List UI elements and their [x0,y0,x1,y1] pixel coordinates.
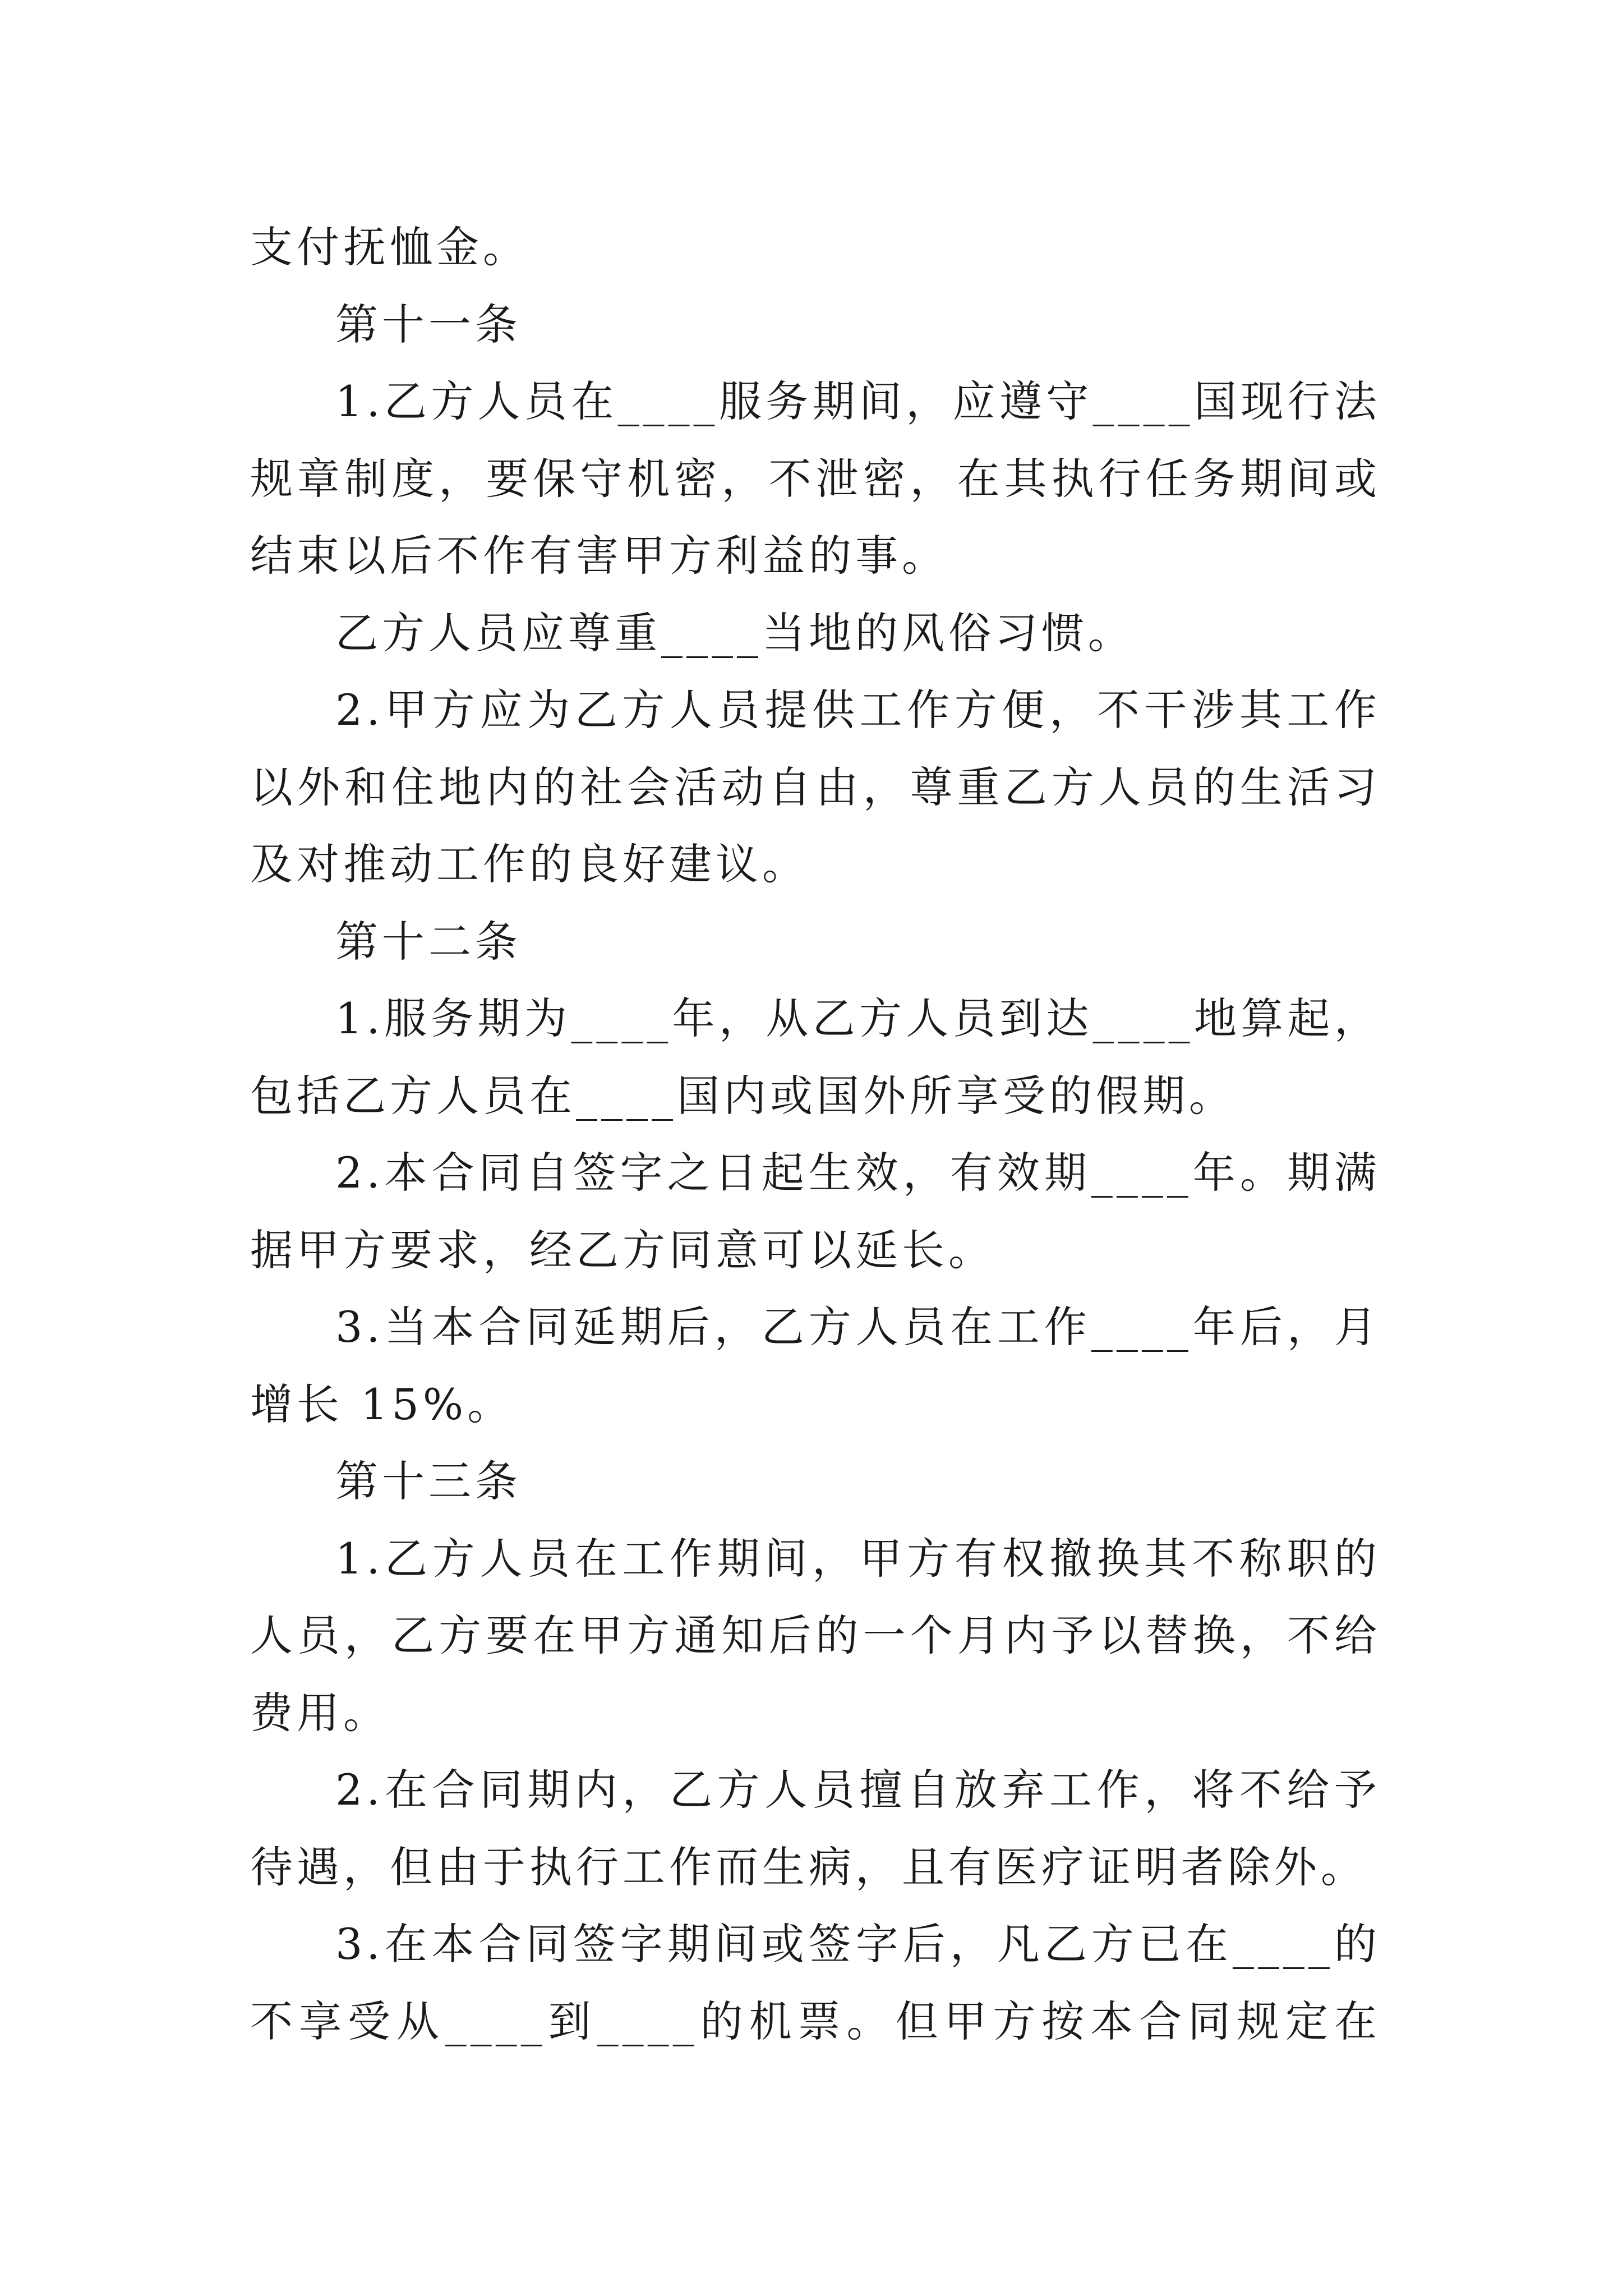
paragraph-line: 据甲方要求，经乙方同意可以延长。 [250,1225,995,1275]
paragraph-line: 支付抚恤金。 [250,222,529,272]
paragraph-line: 乙方人员应尊重____当地的风俗习惯。 [335,608,1135,658]
paragraph-line: 3.当本合同延期后，乙方人员在工作____年后，月 [335,1302,1381,1352]
article-heading-11: 第十一条 [335,299,522,349]
paragraph-line: 2.本合同自签字之日起生效，有效期____年。期满 [335,1148,1381,1198]
paragraph-line: 1.服务期为____年，从乙方人员到达____地算起， [335,993,1381,1043]
paragraph-line: 及对推动工作的良好建议。 [250,839,809,889]
article-heading-12: 第十二条 [335,916,522,967]
paragraph-line: 人员，乙方要在甲方通知后的一个月内予以替换，不给 [250,1611,1381,1660]
paragraph-line: 以外和住地内的社会活动自由，尊重乙方人员的生活习 [250,762,1381,812]
paragraph-line: 3.在本合同签字期间或签字后，凡乙方已在____的 [335,1919,1381,1969]
document-body [250,209,1381,2060]
paragraph-line: 结束以后不作有害甲方利益的事。 [250,531,948,581]
paragraph-line: 包括乙方人员在____国内或国外所享受的假期。 [250,1070,1235,1121]
article-heading-13: 第十三条 [335,1456,522,1506]
paragraph-line: 费用。 [250,1687,390,1738]
paragraph-line: 规章制度，要保守机密，不泄密，在其执行任务期间或 [250,453,1381,504]
paragraph-line: 待遇，但由于执行工作而生病，且有医疗证明者除外。 [250,1842,1367,1892]
paragraph-line: 不享受从____到____的机票。但甲方按本合同规定在 [250,1996,1381,2046]
paragraph-line: 2.甲方应为乙方人员提供工作方便，不干涉其工作 [335,685,1381,735]
paragraph-line: 1.乙方人员在工作期间，甲方有权撤换其不称职的 [335,1533,1381,1584]
paragraph-line: 2.在合同期内，乙方人员擅自放弃工作，将不给予 [335,1765,1381,1815]
paragraph-line: 1.乙方人员在____服务期间，应遵守____国现行法 [335,376,1381,426]
paragraph-line: 增长 15%。 [250,1379,514,1429]
